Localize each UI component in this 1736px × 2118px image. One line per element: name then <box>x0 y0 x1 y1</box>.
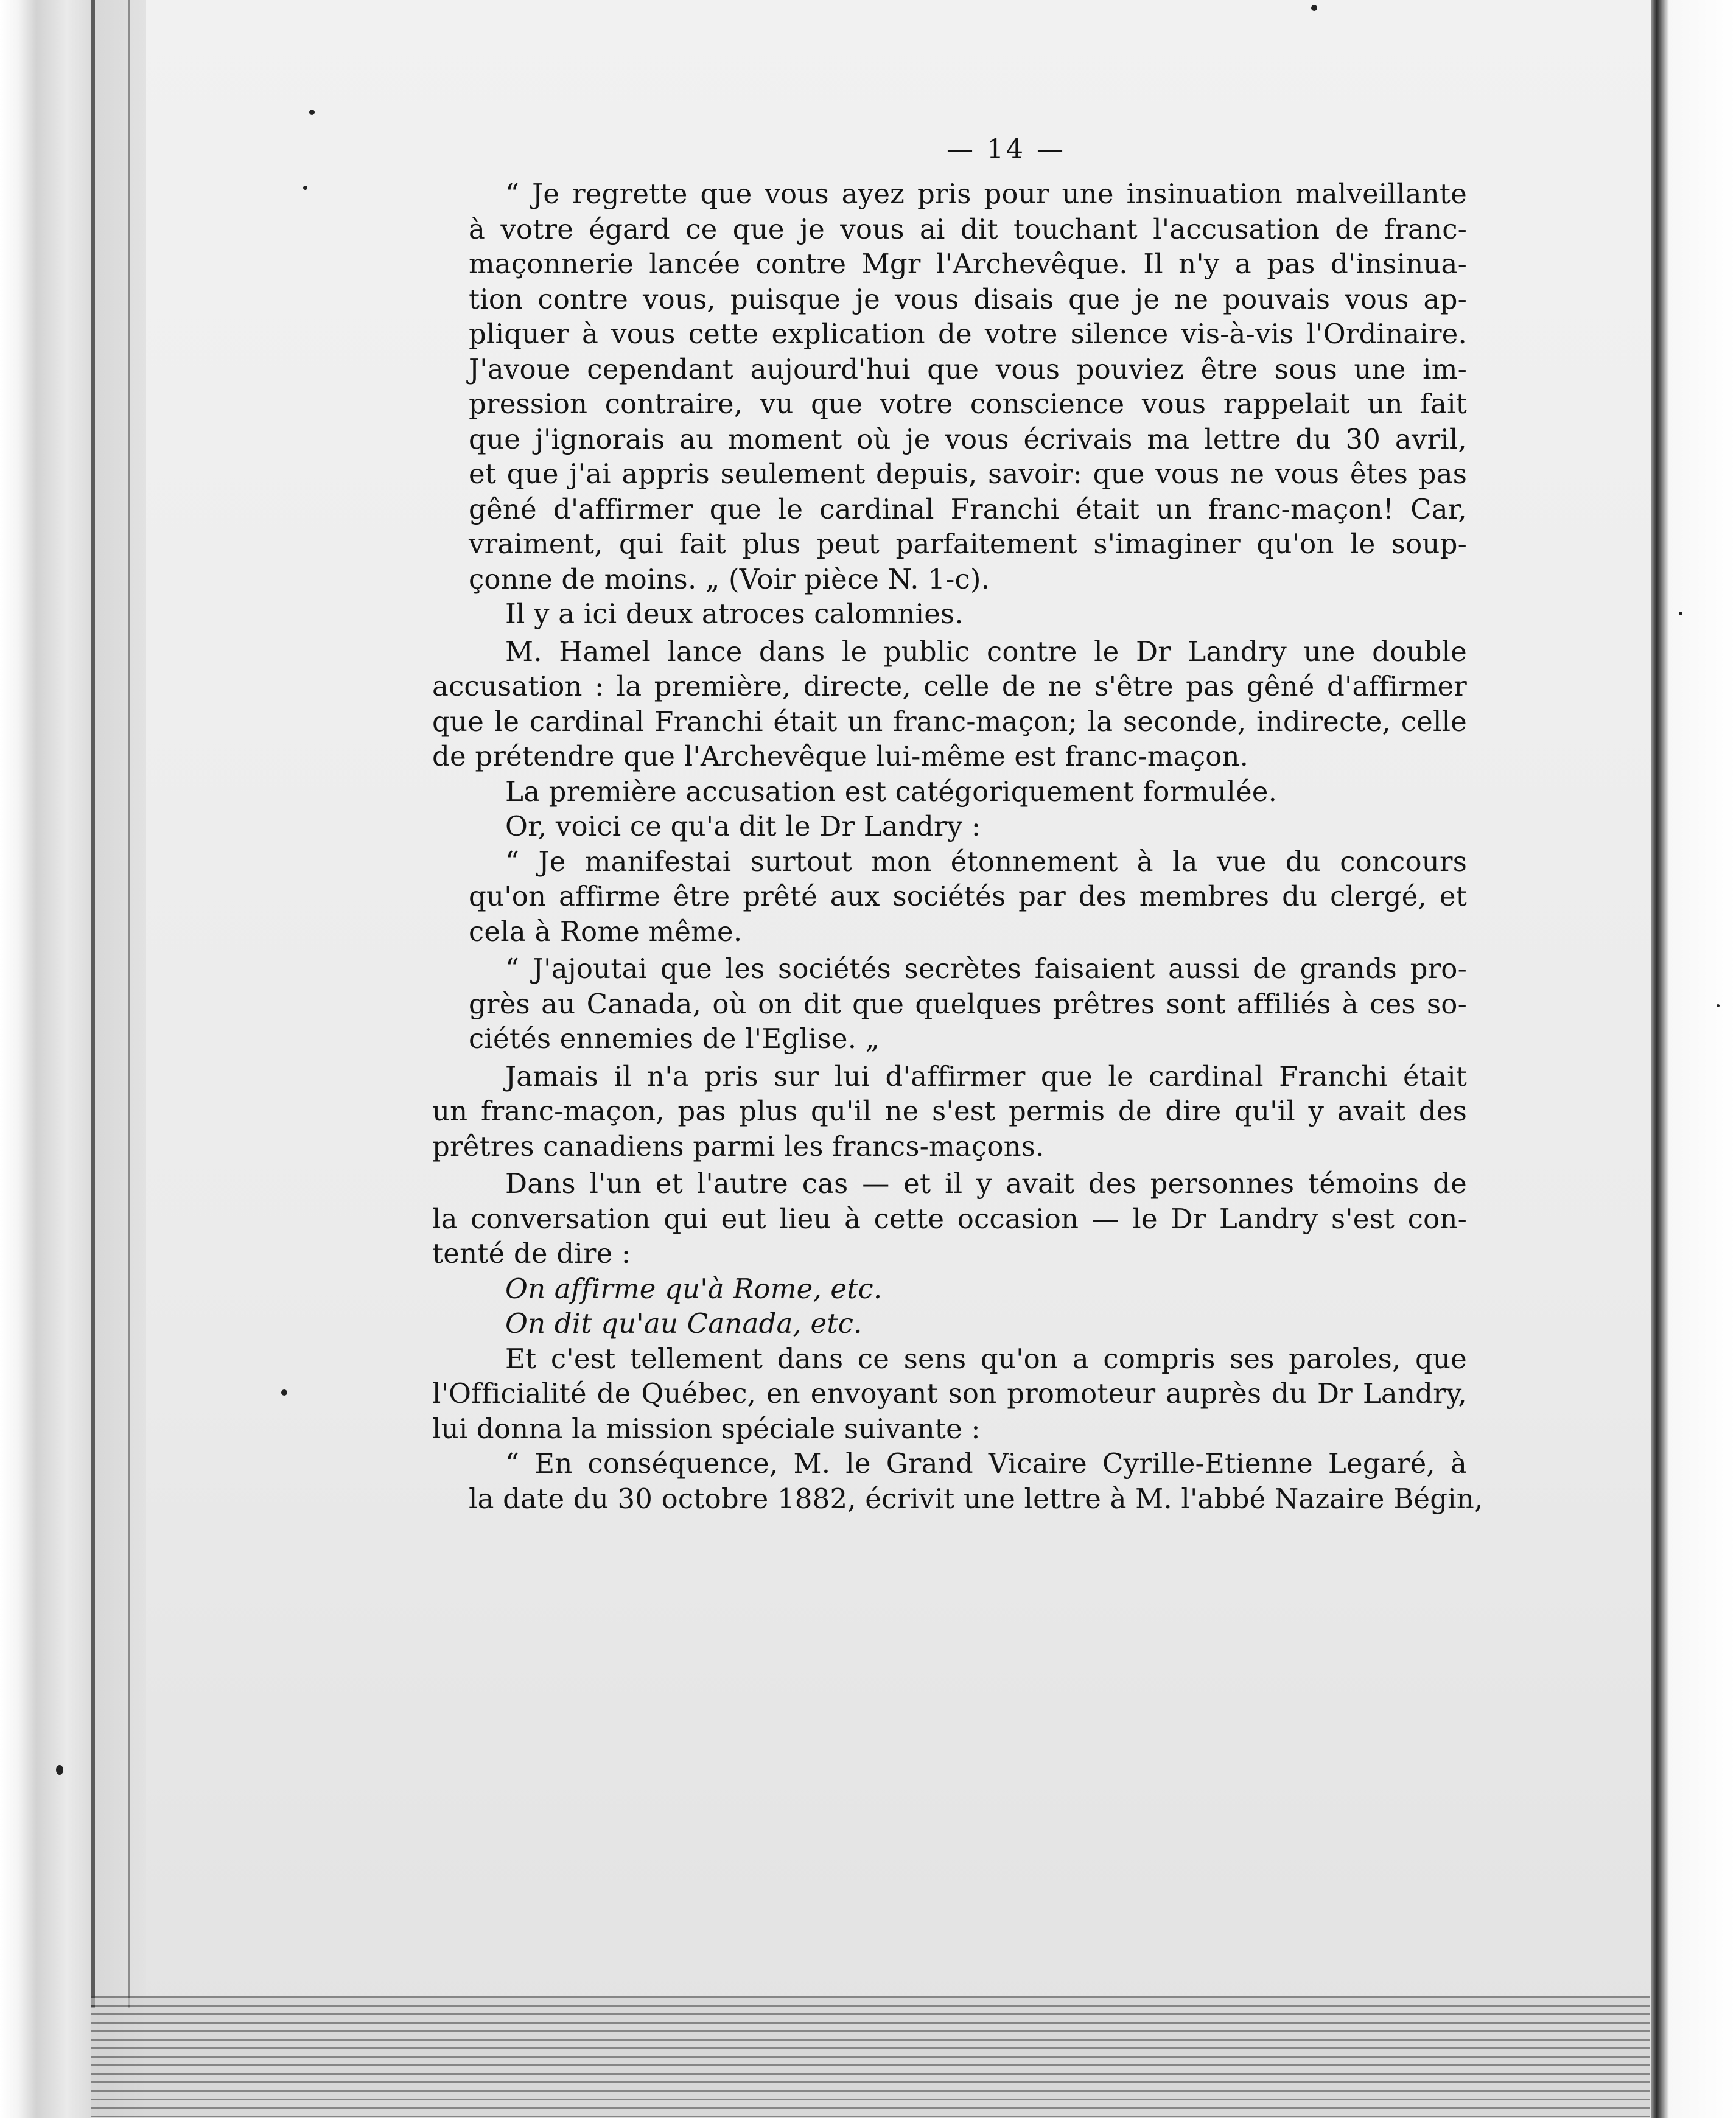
paragraph-quote-letter <box>469 177 1467 596</box>
paragraph-4 <box>469 774 1467 809</box>
paragraph-3 <box>432 634 1467 774</box>
paragraph-6 <box>432 1059 1467 1164</box>
paragraph-7 <box>432 1166 1467 1271</box>
text-line: que j'ignorais au moment où je vous écrivais ma lettre du 30 avril, <box>469 422 1467 455</box>
text-line: On dit qu'au Canada, etc. <box>505 1307 863 1340</box>
scan-speck <box>1717 1004 1720 1007</box>
text-line: Dans l'un et l'autre cas — et il y avait des personnes témoins de <box>505 1167 1467 1200</box>
scan-speck <box>303 186 307 190</box>
text-line: et que j'ai appris seulement depuis, savoir: que vous ne vous êtes pas <box>469 458 1467 490</box>
paragraph-quote-landry-2 <box>469 951 1467 1057</box>
text-line: tenté de dire : <box>432 1237 631 1270</box>
text-line: Jamais il n'a pris sur lui d'affirmer que le cardinal Franchi était <box>505 1060 1467 1092</box>
text-line: un franc-maçon, pas plus qu'il ne s'est permis de dire qu'il y avait des <box>432 1095 1467 1127</box>
paragraph-quote-officialite <box>469 1446 1483 1516</box>
text-line: accusation : la première, directe, celle de ne s'être pas gêné d'affirmer <box>432 670 1467 702</box>
text-line: “ Je manifestai surtout mon étonnement à la vue du concours <box>505 845 1467 878</box>
paragraph-9 <box>469 1306 1467 1341</box>
text-line: La première accusation est catégoriquement formulée. <box>505 775 1278 808</box>
text-line: “ En conséquence, M. le Grand Vicaire Cyrille-Etienne Legaré, à <box>505 1447 1467 1480</box>
scan-speck <box>56 1765 63 1775</box>
text-line: prêtres canadiens parmi les francs-maçons. <box>432 1130 1045 1162</box>
text-line: que le cardinal Franchi était un franc-maçon; la seconde, indirecte, celle <box>432 705 1467 738</box>
text-line: cela à Rome même. <box>469 915 743 948</box>
scan-speck <box>281 1389 287 1396</box>
text-line: “ J'ajoutai que les sociétés secrètes faisaient aussi de grands pro- <box>505 952 1467 985</box>
text-line: grès au Canada, où on dit que quelques prêtres sont affiliés à ces so- <box>469 987 1467 1020</box>
text-line: ciétés ennemies de l'Eglise. „ <box>469 1022 880 1055</box>
page-number: — 14 — <box>947 134 1066 165</box>
text-line: Il y a ici deux atroces calomnies. <box>505 598 964 630</box>
paragraph-quote-landry-1 <box>469 844 1467 949</box>
text-line: Or, voici ce qu'a dit le Dr Landry : <box>505 810 981 842</box>
text-line: tion contre vous, puisque je vous disais que je ne pouvais vous ap- <box>469 282 1467 315</box>
text-line: pression contraire, vu que votre conscience vous rappelait un fait <box>469 388 1467 420</box>
bottom-page-stack <box>91 1996 1650 2118</box>
document-text <box>432 131 1483 1516</box>
scan-speck <box>309 110 315 115</box>
text-line: lui donna la mission spéciale suivante : <box>432 1412 981 1445</box>
text-line: “ Je regrette que vous ayez pris pour une insinuation malveillante <box>505 178 1467 210</box>
left-edge-line <box>91 0 95 2008</box>
text-line: l'Officialité de Québec, en envoyant son promoteur auprès du Dr Landry, <box>432 1377 1467 1410</box>
text-line: qu'on affirme être prêté aux sociétés par des membres du clergé, et <box>469 880 1467 912</box>
left-edge-line-secondary <box>128 0 130 2008</box>
text-line: de prétendre que l'Archevêque lui-même est franc-maçon. <box>432 740 1249 772</box>
text-line: Et c'est tellement dans ce sens qu'on a compris ses paroles, que <box>505 1342 1467 1375</box>
text-line: pliquer à vous cette explication de votre silence vis-à-vis l'Ordinaire. <box>469 318 1467 350</box>
text-line: J'avoue cependant aujourd'hui que vous pouviez être sous une im- <box>469 352 1467 385</box>
scan-speck <box>1679 612 1682 615</box>
text-line: maçonnerie lancée contre Mgr l'Archevêque. Il n'y a pas d'insinua- <box>469 248 1467 280</box>
right-binding-edge <box>1651 0 1736 2118</box>
left-binding-edge <box>0 0 146 2118</box>
text-line: M. Hamel lance dans le public contre le Dr Landry une double <box>505 635 1467 668</box>
paragraph-8 <box>469 1271 1467 1307</box>
text-line: çonne de moins. „ (Voir pièce N. 1-c). <box>469 562 990 595</box>
scan-speck <box>1311 5 1317 11</box>
text-line: On affirme qu'à Rome, etc. <box>505 1272 883 1305</box>
text-line: la conversation qui eut lieu à cette occasion — le Dr Landry s'est con- <box>432 1202 1467 1235</box>
text-line: à votre égard ce que je vous ai dit touchant l'accusation de franc- <box>469 212 1467 245</box>
paragraph-2 <box>469 596 1467 632</box>
paragraph-5 <box>469 809 1467 844</box>
text-line: vraiment, qui fait plus peut parfaitement s'imaginer qu'on le soup- <box>469 528 1467 560</box>
paragraph-10 <box>432 1341 1467 1447</box>
text-line: la date du 30 octobre 1882, écrivit une lettre à M. l'abbé Nazaire Bégin, <box>469 1482 1483 1515</box>
text-line: gêné d'affirmer que le cardinal Franchi était un franc-maçon! Car, <box>469 492 1467 525</box>
